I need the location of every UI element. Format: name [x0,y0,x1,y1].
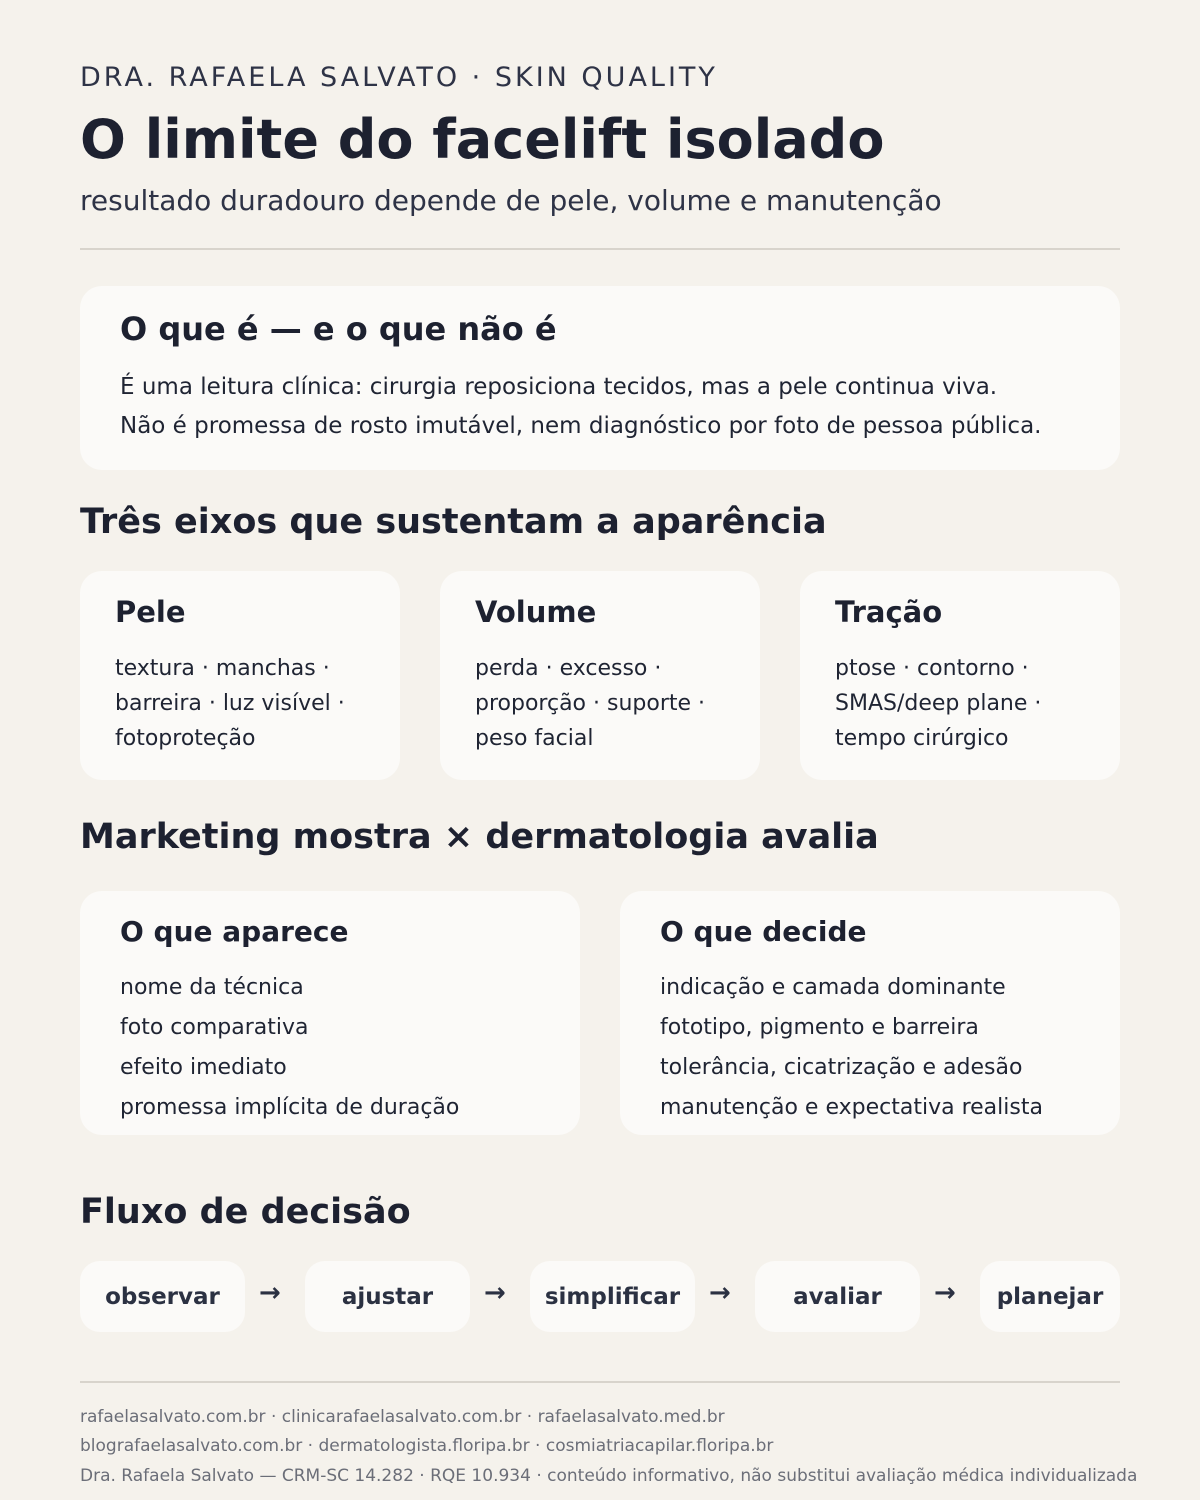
comparison-list [660,968,1080,1128]
axis-card-description [115,651,365,756]
intro-card [80,286,1120,470]
list-item: fototipo, pigmento e barreira [660,1015,979,1040]
axes-section-title: Três eixos que sustentam a aparência [80,502,827,542]
flow-arrow-icon: → [259,1278,281,1308]
list-item: nome da técnica [120,975,304,1000]
list-item: foto comparativa [120,1015,309,1040]
axis-card-description [835,651,1085,756]
axis-card-title: Tração [835,595,943,629]
axis-card-line: proporção · suporte · [475,691,706,716]
comparison-card-title: O que aparece [120,915,349,948]
page-subtitle: resultado duradouro depende de pele, volume e manutenção [80,184,942,217]
axis-card-line: tempo cirúrgico [835,726,1009,751]
comparison-card-decides [620,891,1120,1135]
flow-step-observar: observar [80,1261,245,1332]
axis-card-line: peso facial [475,726,594,751]
flow-arrow-icon: → [484,1278,506,1308]
list-item: efeito imediato [120,1055,287,1080]
axis-card-title: Volume [475,595,597,629]
comparison-card-appears [80,891,580,1135]
list-item: manutenção e expectativa realista [660,1095,1043,1120]
flow-arrow-icon: → [709,1278,731,1308]
flow-arrow-icon: → [934,1278,956,1308]
kicker: DRA. RAFAELA SALVATO · SKIN QUALITY [80,62,718,93]
intro-line: É uma leitura clínica: cirurgia reposiciona tecidos, mas a pele continua viva. [120,374,998,400]
axis-card-volume [440,571,760,780]
intro-heading: O que é — e o que não é [120,310,557,348]
axis-card-description [475,651,725,756]
comparison-section-title: Marketing mostra × dermatologia avalia [80,817,879,857]
flow-step-planejar: planejar [980,1261,1120,1332]
axis-card-line: SMAS/deep plane · [835,691,1042,716]
intro-line: Não é promessa de rosto imutável, nem diagnóstico por foto de pessoa pública. [120,413,1042,439]
header-divider [80,248,1120,250]
list-item: promessa implícita de duração [120,1095,460,1120]
flow-section-title: Fluxo de decisão [80,1192,411,1232]
axis-card-line: ptose · contorno · [835,656,1029,681]
footer-credentials: Dra. Rafaela Salvato — CRM-SC 14.282 · RQE 10.934 · conteúdo informativo, não substitui avaliação médica individualizada [80,1466,1138,1486]
footer-links-line: rafaelasalvato.com.br · clinicarafaelasalvato.com.br · rafaelasalvato.med.br [80,1407,725,1427]
footer-links-line: blografaelasalvato.com.br · dermatologista.floripa.br · cosmiatriacapilar.floripa.br [80,1436,774,1456]
axis-card-pele [80,571,400,780]
axis-card-tracao [800,571,1120,780]
page-title: O limite do facelift isolado [80,108,885,171]
axis-card-title: Pele [115,595,186,629]
flow-step-avaliar: avaliar [755,1261,920,1332]
comparison-card-title: O que decide [660,915,867,948]
list-item: tolerância, cicatrização e adesão [660,1055,1023,1080]
flow-step-simplificar: simplificar [530,1261,695,1332]
list-item: indicação e camada dominante [660,975,1006,1000]
flow-step-ajustar: ajustar [305,1261,470,1332]
axis-card-line: textura · manchas · [115,656,330,681]
comparison-list [120,968,540,1128]
footer-divider [80,1381,1120,1383]
axis-card-line: barreira · luz visível · [115,691,345,716]
axis-card-line: perda · excesso · [475,656,662,681]
axis-card-line: fotoproteção [115,726,256,751]
